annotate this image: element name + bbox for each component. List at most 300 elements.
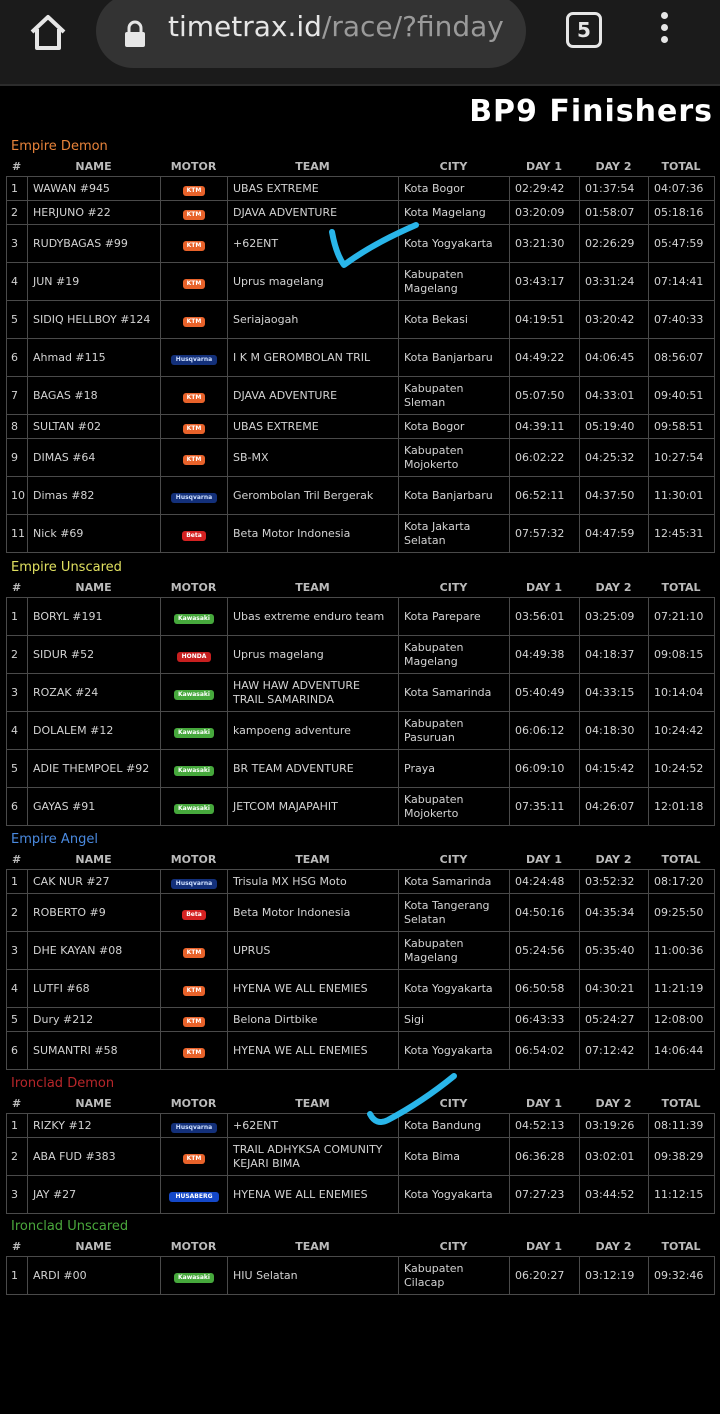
- total-cell: 09:58:51: [649, 415, 715, 439]
- day1-cell: 06:52:11: [510, 477, 580, 515]
- category-section: [6, 1218, 714, 1295]
- motor-cell: [161, 339, 228, 377]
- table-row: [7, 515, 715, 553]
- day2-cell: 04:06:45: [580, 339, 649, 377]
- total-cell: 10:24:52: [649, 750, 715, 788]
- total-cell: 11:21:19: [649, 970, 715, 1008]
- motor-cell: [161, 263, 228, 301]
- total-cell: 05:18:16: [649, 201, 715, 225]
- team-cell: Uprus magelang: [228, 263, 399, 301]
- city-cell: Kabupaten Magelang: [399, 636, 510, 674]
- day2-cell: 04:30:21: [580, 970, 649, 1008]
- name-cell: JAY #27: [28, 1176, 161, 1214]
- team-cell: JETCOM MAJAPAHIT: [228, 788, 399, 826]
- day1-cell: 04:19:51: [510, 301, 580, 339]
- team-cell: SB-MX: [228, 439, 399, 477]
- no-cell: 10: [7, 477, 28, 515]
- header-day1: DAY 1: [525, 580, 563, 594]
- table-row: [7, 598, 715, 636]
- header-total: TOTAL: [661, 1239, 701, 1253]
- city-cell: Kabupaten Mojokerto: [399, 788, 510, 826]
- motor-brand-badge: KTM: [183, 986, 206, 996]
- name-cell: Dimas #82: [28, 477, 161, 515]
- header-day1: DAY 1: [525, 852, 563, 866]
- name-cell: CAK NUR #27: [28, 870, 161, 894]
- day2-cell: 03:52:32: [580, 870, 649, 894]
- day2-cell: 03:31:24: [580, 263, 649, 301]
- header-total: TOTAL: [661, 159, 701, 173]
- motor-cell: [161, 515, 228, 553]
- team-cell: Seriajaogah: [228, 301, 399, 339]
- team-cell: Gerombolan Tril Bergerak: [228, 477, 399, 515]
- header-city: CITY: [439, 1096, 468, 1110]
- header-team: TEAM: [295, 580, 330, 594]
- header-motor: MOTOR: [170, 580, 217, 594]
- motor-brand-badge: KTM: [183, 948, 206, 958]
- table-row: [7, 1176, 715, 1214]
- name-cell: ROZAK #24: [28, 674, 161, 712]
- day2-cell: 04:18:37: [580, 636, 649, 674]
- motor-cell: [161, 712, 228, 750]
- day1-cell: 05:07:50: [510, 377, 580, 415]
- team-cell: +62ENT: [228, 1114, 399, 1138]
- table-row: [7, 377, 715, 415]
- home-icon[interactable]: [26, 12, 70, 52]
- no-cell: 2: [7, 894, 28, 932]
- check-mark-icon: [364, 1068, 462, 1130]
- name-cell: ADIE THEMPOEL #92: [28, 750, 161, 788]
- address-bar[interactable]: [96, 0, 526, 68]
- motor-cell: [161, 1176, 228, 1214]
- day1-cell: 05:40:49: [510, 674, 580, 712]
- city-cell: Kabupaten Pasuruan: [399, 712, 510, 750]
- header-day1: DAY 1: [525, 1239, 563, 1253]
- city-cell: Kabupaten Cilacap: [399, 1257, 510, 1295]
- team-cell: UPRUS: [228, 932, 399, 970]
- table-row: [7, 636, 715, 674]
- header-total: TOTAL: [661, 1096, 701, 1110]
- name-cell: BORYL #191: [28, 598, 161, 636]
- table-row: [7, 870, 715, 894]
- day1-cell: 02:29:42: [510, 177, 580, 201]
- header-name: NAME: [75, 1096, 112, 1110]
- total-cell: 07:21:10: [649, 598, 715, 636]
- no-cell: 1: [7, 1114, 28, 1138]
- total-cell: 08:17:20: [649, 870, 715, 894]
- name-cell: BAGAS #18: [28, 377, 161, 415]
- day1-cell: 04:52:13: [510, 1114, 580, 1138]
- motor-brand-badge: Husqvarna: [171, 1123, 217, 1133]
- team-cell: Uprus magelang: [228, 636, 399, 674]
- city-cell: Kabupaten Mojokerto: [399, 439, 510, 477]
- table-row: [7, 301, 715, 339]
- day2-cell: 03:25:09: [580, 598, 649, 636]
- day1-cell: 06:02:22: [510, 439, 580, 477]
- day1-cell: 06:43:33: [510, 1008, 580, 1032]
- day1-cell: 04:24:48: [510, 870, 580, 894]
- overflow-menu-icon[interactable]: [654, 12, 674, 50]
- motor-brand-badge: KTM: [183, 317, 206, 327]
- team-cell: Beta Motor Indonesia: [228, 515, 399, 553]
- table-header: [6, 1236, 714, 1256]
- motor-brand-badge: Kawasaki: [174, 766, 214, 776]
- city-cell: Kota Yogyakarta: [399, 970, 510, 1008]
- motor-brand-badge: Kawasaki: [174, 804, 214, 814]
- header-no: #: [12, 580, 22, 594]
- motor-brand-badge: KTM: [183, 210, 206, 220]
- team-cell: HYENA WE ALL ENEMIES: [228, 1176, 399, 1214]
- header-day1: DAY 1: [525, 1096, 563, 1110]
- motor-brand-badge: KTM: [183, 393, 206, 403]
- table-row: [7, 932, 715, 970]
- day2-cell: 04:33:01: [580, 377, 649, 415]
- no-cell: 1: [7, 1257, 28, 1295]
- city-cell: Kota Bekasi: [399, 301, 510, 339]
- city-cell: Kota Bima: [399, 1138, 510, 1176]
- header-motor: MOTOR: [170, 1096, 217, 1110]
- table-row: [7, 712, 715, 750]
- motor-brand-badge: Kawasaki: [174, 614, 214, 624]
- name-cell: ARDI #00: [28, 1257, 161, 1295]
- day1-cell: 06:54:02: [510, 1032, 580, 1070]
- name-cell: SUMANTRI #58: [28, 1032, 161, 1070]
- total-cell: 07:40:33: [649, 301, 715, 339]
- header-name: NAME: [75, 580, 112, 594]
- city-cell: Kota Yogyakarta: [399, 1032, 510, 1070]
- day2-cell: 04:37:50: [580, 477, 649, 515]
- team-cell: HAW HAW ADVENTURE TRAIL SAMARINDA: [228, 674, 399, 712]
- results-table: [6, 869, 715, 1070]
- city-cell: Kota Bogor: [399, 415, 510, 439]
- total-cell: 12:08:00: [649, 1008, 715, 1032]
- day1-cell: 07:27:23: [510, 1176, 580, 1214]
- motor-cell: [161, 932, 228, 970]
- header-day2: DAY 2: [595, 1096, 632, 1110]
- motor-brand-badge: HONDA: [177, 652, 211, 662]
- table-row: [7, 1114, 715, 1138]
- name-cell: ABA FUD #383: [28, 1138, 161, 1176]
- day2-cell: 04:26:07: [580, 788, 649, 826]
- url-host: timetrax.id: [168, 10, 322, 43]
- no-cell: 8: [7, 415, 28, 439]
- motor-brand-badge: Kawasaki: [174, 728, 214, 738]
- motor-cell: [161, 970, 228, 1008]
- no-cell: 3: [7, 674, 28, 712]
- day2-cell: 05:24:27: [580, 1008, 649, 1032]
- table-row: [7, 894, 715, 932]
- no-cell: 11: [7, 515, 28, 553]
- header-team: TEAM: [295, 1096, 330, 1110]
- no-cell: 9: [7, 439, 28, 477]
- motor-cell: [161, 477, 228, 515]
- total-cell: 07:14:41: [649, 263, 715, 301]
- lock-icon: [124, 20, 146, 48]
- no-cell: 2: [7, 636, 28, 674]
- total-cell: 05:47:59: [649, 225, 715, 263]
- day1-cell: 04:39:11: [510, 415, 580, 439]
- day2-cell: 02:26:29: [580, 225, 649, 263]
- motor-cell: [161, 1138, 228, 1176]
- results-table: [6, 1113, 715, 1214]
- motor-cell: [161, 674, 228, 712]
- team-cell: DJAVA ADVENTURE: [228, 201, 399, 225]
- motor-brand-badge: Husqvarna: [171, 355, 217, 365]
- motor-cell: [161, 636, 228, 674]
- no-cell: 2: [7, 201, 28, 225]
- day2-cell: 07:12:42: [580, 1032, 649, 1070]
- motor-cell: [161, 201, 228, 225]
- motor-brand-badge: Husqvarna: [171, 879, 217, 889]
- no-cell: 5: [7, 301, 28, 339]
- header-motor: MOTOR: [170, 852, 217, 866]
- motor-brand-badge: KTM: [183, 1048, 206, 1058]
- header-name: NAME: [75, 159, 112, 173]
- team-cell: TRAIL ADHYKSA COMUNITY KEJARI BIMA: [228, 1138, 399, 1176]
- name-cell: SIDIQ HELLBOY #124: [28, 301, 161, 339]
- table-row: [7, 1138, 715, 1176]
- name-cell: DIMAS #64: [28, 439, 161, 477]
- city-cell: Kota Samarinda: [399, 674, 510, 712]
- header-city: CITY: [439, 580, 468, 594]
- table-row: [7, 439, 715, 477]
- day1-cell: 07:35:11: [510, 788, 580, 826]
- name-cell: Nick #69: [28, 515, 161, 553]
- city-cell: Kota Magelang: [399, 201, 510, 225]
- day2-cell: 04:33:15: [580, 674, 649, 712]
- total-cell: 12:01:18: [649, 788, 715, 826]
- team-cell: DJAVA ADVENTURE: [228, 377, 399, 415]
- total-cell: 12:45:31: [649, 515, 715, 553]
- city-cell: Kota Yogyakarta: [399, 225, 510, 263]
- city-cell: Kota Banjarbaru: [399, 339, 510, 377]
- name-cell: RIZKY #12: [28, 1114, 161, 1138]
- motor-cell: [161, 894, 228, 932]
- header-city: CITY: [439, 852, 468, 866]
- no-cell: 6: [7, 339, 28, 377]
- day1-cell: 07:57:32: [510, 515, 580, 553]
- total-cell: 10:24:42: [649, 712, 715, 750]
- table-header: [6, 1093, 714, 1113]
- day2-cell: 04:25:32: [580, 439, 649, 477]
- day2-cell: 03:02:01: [580, 1138, 649, 1176]
- name-cell: DHE KAYAN #08: [28, 932, 161, 970]
- day1-cell: 06:36:28: [510, 1138, 580, 1176]
- total-cell: 10:27:54: [649, 439, 715, 477]
- team-cell: Ubas extreme enduro team: [228, 598, 399, 636]
- url-text[interactable]: [168, 10, 510, 43]
- header-team: TEAM: [295, 159, 330, 173]
- tab-switcher-button[interactable]: 5: [566, 12, 602, 48]
- total-cell: 09:40:51: [649, 377, 715, 415]
- day2-cell: 04:47:59: [580, 515, 649, 553]
- city-cell: Kota Yogyakarta: [399, 1176, 510, 1214]
- motor-brand-badge: KTM: [183, 1154, 206, 1164]
- no-cell: 3: [7, 225, 28, 263]
- results-table: [6, 597, 715, 826]
- no-cell: 2: [7, 1138, 28, 1176]
- day1-cell: 04:50:16: [510, 894, 580, 932]
- browser-toolbar: [0, 0, 720, 86]
- table-row: [7, 1032, 715, 1070]
- city-cell: Sigi: [399, 1008, 510, 1032]
- no-cell: 4: [7, 263, 28, 301]
- no-cell: 5: [7, 1008, 28, 1032]
- header-day2: DAY 2: [595, 580, 632, 594]
- header-day2: DAY 2: [595, 1239, 632, 1253]
- day1-cell: 04:49:38: [510, 636, 580, 674]
- check-mark-icon: [326, 218, 422, 272]
- day1-cell: 06:09:10: [510, 750, 580, 788]
- day1-cell: 04:49:22: [510, 339, 580, 377]
- table-row: [7, 177, 715, 201]
- city-cell: Kabupaten Sleman: [399, 377, 510, 415]
- category-section: [6, 559, 714, 826]
- url-path: /race/?finday: [321, 10, 504, 43]
- motor-brand-badge: Kawasaki: [174, 690, 214, 700]
- motor-cell: [161, 177, 228, 201]
- day2-cell: 05:19:40: [580, 415, 649, 439]
- total-cell: 09:38:29: [649, 1138, 715, 1176]
- team-cell: HYENA WE ALL ENEMIES: [228, 970, 399, 1008]
- header-no: #: [12, 1239, 22, 1253]
- total-cell: 04:07:36: [649, 177, 715, 201]
- name-cell: SULTAN #02: [28, 415, 161, 439]
- city-cell: Kota Samarinda: [399, 870, 510, 894]
- day1-cell: 05:24:56: [510, 932, 580, 970]
- team-cell: BR TEAM ADVENTURE: [228, 750, 399, 788]
- city-cell: Kota Tangerang Selatan: [399, 894, 510, 932]
- motor-cell: [161, 225, 228, 263]
- city-cell: Kota Bogor: [399, 177, 510, 201]
- team-cell: HYENA WE ALL ENEMIES: [228, 1032, 399, 1070]
- city-cell: Praya: [399, 750, 510, 788]
- table-header: [6, 156, 714, 176]
- header-team: TEAM: [295, 852, 330, 866]
- motor-brand-badge: Beta: [182, 531, 206, 541]
- motor-cell: [161, 439, 228, 477]
- category-title: Empire Demon: [11, 139, 108, 154]
- table-row: [7, 1257, 715, 1295]
- total-cell: 11:12:15: [649, 1176, 715, 1214]
- total-cell: 11:00:36: [649, 932, 715, 970]
- motor-cell: [161, 377, 228, 415]
- table-row: [7, 750, 715, 788]
- day2-cell: 03:12:19: [580, 1257, 649, 1295]
- motor-cell: [161, 1257, 228, 1295]
- header-team: TEAM: [295, 1239, 330, 1253]
- team-cell: +62ENT: [228, 225, 399, 263]
- total-cell: 14:06:44: [649, 1032, 715, 1070]
- total-cell: 08:11:39: [649, 1114, 715, 1138]
- table-row: [7, 477, 715, 515]
- motor-cell: [161, 301, 228, 339]
- day2-cell: 04:15:42: [580, 750, 649, 788]
- team-cell: I K M GEROMBOLAN TRIL: [228, 339, 399, 377]
- name-cell: RUDYBAGAS #99: [28, 225, 161, 263]
- category-section: [6, 138, 714, 553]
- city-cell: Kabupaten Magelang: [399, 932, 510, 970]
- day2-cell: 05:35:40: [580, 932, 649, 970]
- city-cell: Kabupaten Magelang: [399, 263, 510, 301]
- motor-brand-badge: KTM: [183, 186, 206, 196]
- motor-brand-badge: KTM: [183, 1017, 206, 1027]
- team-cell: HIU Selatan: [228, 1257, 399, 1295]
- name-cell: WAWAN #945: [28, 177, 161, 201]
- header-city: CITY: [439, 1239, 468, 1253]
- header-name: NAME: [75, 1239, 112, 1253]
- name-cell: GAYAS #91: [28, 788, 161, 826]
- table-row: [7, 339, 715, 377]
- day1-cell: 06:50:58: [510, 970, 580, 1008]
- day1-cell: 03:56:01: [510, 598, 580, 636]
- day2-cell: 01:37:54: [580, 177, 649, 201]
- header-no: #: [12, 159, 22, 173]
- table-header: [6, 577, 714, 597]
- category-section: [6, 1075, 714, 1214]
- no-cell: 7: [7, 377, 28, 415]
- header-no: #: [12, 1096, 22, 1110]
- no-cell: 4: [7, 970, 28, 1008]
- name-cell: Dury #212: [28, 1008, 161, 1032]
- day2-cell: 04:35:34: [580, 894, 649, 932]
- name-cell: ROBERTO #9: [28, 894, 161, 932]
- no-cell: 4: [7, 712, 28, 750]
- total-cell: 09:08:15: [649, 636, 715, 674]
- table-header: [6, 849, 714, 869]
- motor-brand-badge: Beta: [182, 910, 206, 920]
- motor-brand-badge: KTM: [183, 424, 206, 434]
- no-cell: 3: [7, 1176, 28, 1214]
- motor-brand-badge: KTM: [183, 279, 206, 289]
- no-cell: 6: [7, 1032, 28, 1070]
- header-total: TOTAL: [661, 580, 701, 594]
- team-cell: Trisula MX HSG Moto: [228, 870, 399, 894]
- category-title: Empire Unscared: [11, 560, 122, 575]
- motor-cell: [161, 788, 228, 826]
- header-no: #: [12, 852, 22, 866]
- table-row: [7, 788, 715, 826]
- table-row: [7, 674, 715, 712]
- day2-cell: 01:58:07: [580, 201, 649, 225]
- team-cell: Belona Dirtbike: [228, 1008, 399, 1032]
- day1-cell: 06:20:27: [510, 1257, 580, 1295]
- name-cell: HERJUNO #22: [28, 201, 161, 225]
- day2-cell: 03:44:52: [580, 1176, 649, 1214]
- no-cell: 5: [7, 750, 28, 788]
- name-cell: JUN #19: [28, 263, 161, 301]
- table-row: [7, 970, 715, 1008]
- no-cell: 1: [7, 870, 28, 894]
- name-cell: LUTFI #68: [28, 970, 161, 1008]
- header-day2: DAY 2: [595, 852, 632, 866]
- motor-brand-badge: KTM: [183, 241, 206, 251]
- day2-cell: 03:19:26: [580, 1114, 649, 1138]
- total-cell: 10:14:04: [649, 674, 715, 712]
- motor-cell: [161, 870, 228, 894]
- header-day1: DAY 1: [525, 159, 563, 173]
- table-row: [7, 415, 715, 439]
- no-cell: 1: [7, 598, 28, 636]
- page-title: BP9 Finishers: [469, 94, 713, 129]
- category-section: [6, 831, 714, 1070]
- name-cell: Ahmad #115: [28, 339, 161, 377]
- day1-cell: 06:06:12: [510, 712, 580, 750]
- city-cell: Kota Parepare: [399, 598, 510, 636]
- name-cell: SIDUR #52: [28, 636, 161, 674]
- day1-cell: 03:20:09: [510, 201, 580, 225]
- motor-brand-badge: Kawasaki: [174, 1273, 214, 1283]
- day2-cell: 03:20:42: [580, 301, 649, 339]
